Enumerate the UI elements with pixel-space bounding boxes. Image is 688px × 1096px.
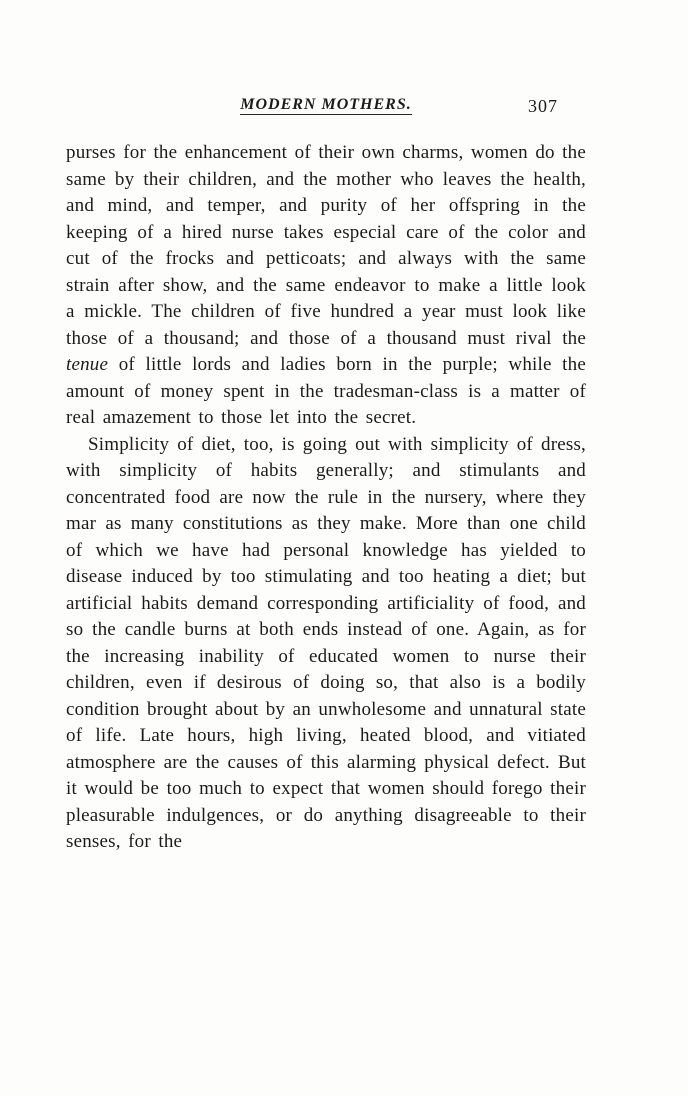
paragraph-1-text-continued: of little lords and ladies born in the purple; while the amount of money spent in the tradesman-class is a matter of real amazement to those let into the secret. bbox=[66, 354, 586, 428]
page-number: 307 bbox=[528, 96, 558, 116]
text-column bbox=[66, 96, 586, 856]
paragraph-1-italic-term: tenue bbox=[66, 354, 109, 375]
running-title-text: MODERN MOTHERS. bbox=[240, 96, 412, 113]
paragraph-1-text: purses for the enhancement of their own charms, women do the same by their children, and the mother who leaves the health, and mind, and temper, and purity of her offspring in the keeping of a hired nurse takes especial care of the color and cut of the frocks and petticoats; and always with the same strain after show, and the same endeavor to make a little look a mickle. The children of five hundred a year must look like those of a thousand; and those of a thousand must rival the bbox=[66, 142, 586, 349]
running-title bbox=[66, 96, 586, 114]
page-header bbox=[66, 96, 586, 122]
paragraph-2: Simplicity of diet, too, is going out with simplicity of dress, with simplicity of habits generally; and stimulants and concentrated food are now the rule in the nursery, where they mar as many constitutions as they make. More than one child of which we have had personal knowledge has yielded to disease induced by too stimulating and too heating a diet; but artificial habits demand corresponding artificiality of food, and so the candle burns at both ends instead of one. Again, as for the increasing inability of educated women to nurse their children, even if desirous of doing so, that also is a bodily condition brought about by an unwholesome and unnatural state of life. Late hours, high living, heated blood, and vitiated atmosphere are the causes of this alarming physical defect. But it would be too much to expect that women should forego their pleasurable indulgences, or do anything disagreeable to their senses, for the bbox=[66, 433, 586, 852]
paragraph-1 bbox=[66, 140, 586, 432]
